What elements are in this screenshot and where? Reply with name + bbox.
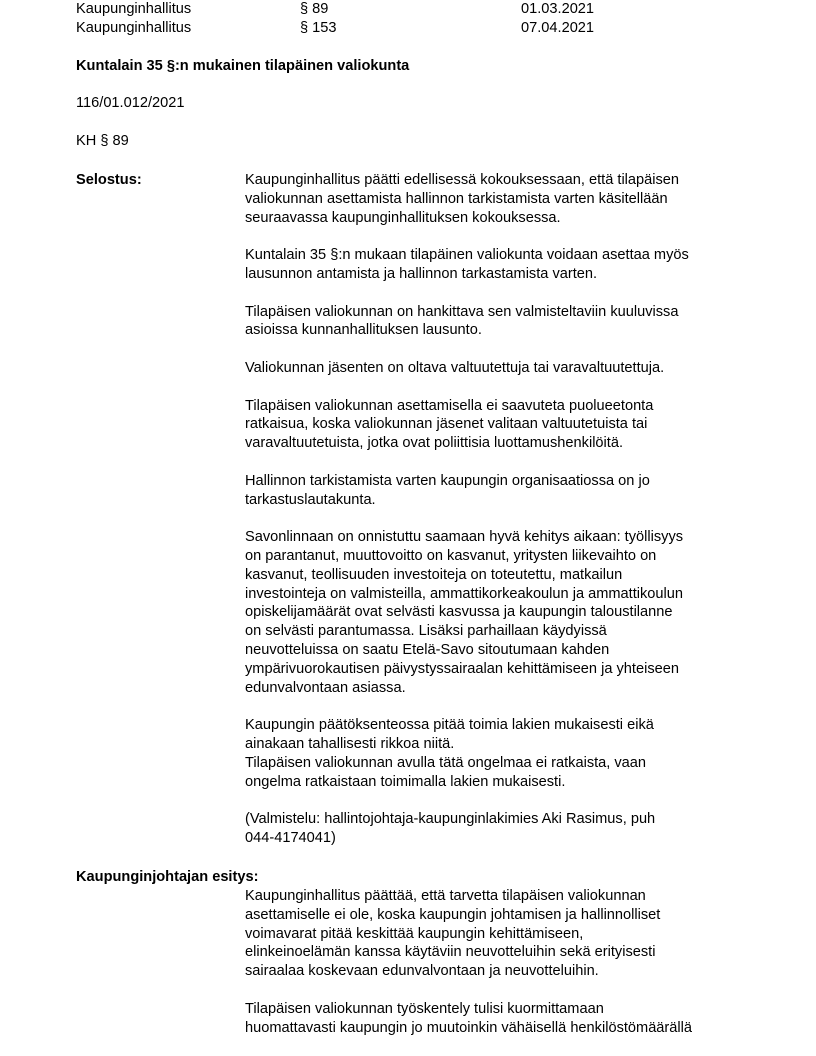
selostus-label: Selostus: [76,172,142,188]
paragraph: Valiokunnan jäsenten on oltava valtuutettuja tai varavaltuutettuja. [245,359,665,376]
paragraph: Savonlinnaan on onnistuttu saamaan hyvä kehitys aikaan: työllisyys on parantanut, muuttovoitto on kasvanut, yritysten liikevaihto on kasvanut, teollisuuden investoiteja on toteutettu, matkailun investointeja on valmisteilla, ammattikorkeakoulun ja ammattikoulun opiskelijamäärät ovat selvästi kasvussa ja kaupungin taloustilanne on selvästi parantumassa. Lisäksi parhaillaan käydyissä neuvotteluissa on saatu Etelä-Savo sitoutumaan kahden ympärivuorokautisen päivystyssairaalan kehittämiseen ja yhteiseen edunvalvontaan asiassa. [245,529,684,696]
history-date: 07.04.2021 [521,20,595,36]
paragraph: Kuntalain 35 §:n mukaan tilapäinen valiokunta voidaan asettaa myös lausunnon antamista ja hallinnon tarkastamista varten. [245,247,689,282]
history-row [76,19,776,38]
paragraph: (Valmistelu: hallintojohtaja-kaupunginlakimies Aki Rasimus, puh 044-4174041) [245,811,656,846]
esitys-label: Kaupunginjohtajan esitys: [76,869,259,885]
paragraph: Hallinnon tarkistamista varten kaupungin organisaatiossa on jo tarkastuslautakunta. [245,472,650,508]
paragraph: Kaupunginhallitus päätti edellisessä kokouksessaan, että tilapäisen valiokunnan asettamista hallinnon tarkistamista varten käsitellään seuraavassa kaupunginhallituksen kokouksessa. [245,172,680,226]
kh-reference: KH § 89 [76,133,129,149]
history-body: Kaupunginhallitus [76,1,192,17]
paragraph: Kaupungin päätöksenteossa pitää toimia lakien mukaisesti eikä ainakaan tahallisesti rikkoa niitä. Tilapäisen valiokunnan avulla tätä ongelmaa ei ratkaista, vaan ongelma ratkaistaan toimimalla lakien mukaisesti. [245,717,654,790]
selostus-body [245,171,745,848]
meeting-history [76,0,776,38]
history-section: § 153 [300,20,337,36]
paragraph: Tilapäisen valiokunnan on hankittava sen valmisteltaviin kuuluvissa asioissa kunnanhallituksen lausunto. [245,303,679,339]
history-body: Kaupunginhallitus [76,20,192,36]
history-section: § 89 [300,1,329,17]
paragraph: Tilapäisen valiokunnan asettamisella ei saavuteta puolueetonta ratkaisua, koska valiokunnan jäsenet valitaan valtuutetuista tai varavaltuutetuista, jotka ovat poliittisia luottamushenkilöitä. [245,397,654,452]
diary-number: 116/01.012/2021 [76,95,185,111]
history-date: 01.03.2021 [521,1,595,17]
history-row [76,0,776,19]
paragraph: Tilapäisen valiokunnan työskentely tulisi kuormittamaan huomattavasti kaupungin jo muutoinkin vähäisellä henkilöstömäärällä [245,1000,692,1036]
esitys-body [245,887,745,1037]
paragraph: Kaupunginhallitus päättää, että tarvetta tilapäisen valiokunnan asettamiselle ei ole, koska kaupungin johtamisen ja hallinnolliset voimavarat pitää keskittää kaupungin kehittämiseen, elinkeinoelämän kanssa käytäviin neuvotteluihin sekä erityisesti sairaalaa koskevaan edunvalvontaan ja neuvotteluihin. [245,888,661,980]
document-title: Kuntalain 35 §:n mukainen tilapäinen valiokunta [76,58,410,74]
